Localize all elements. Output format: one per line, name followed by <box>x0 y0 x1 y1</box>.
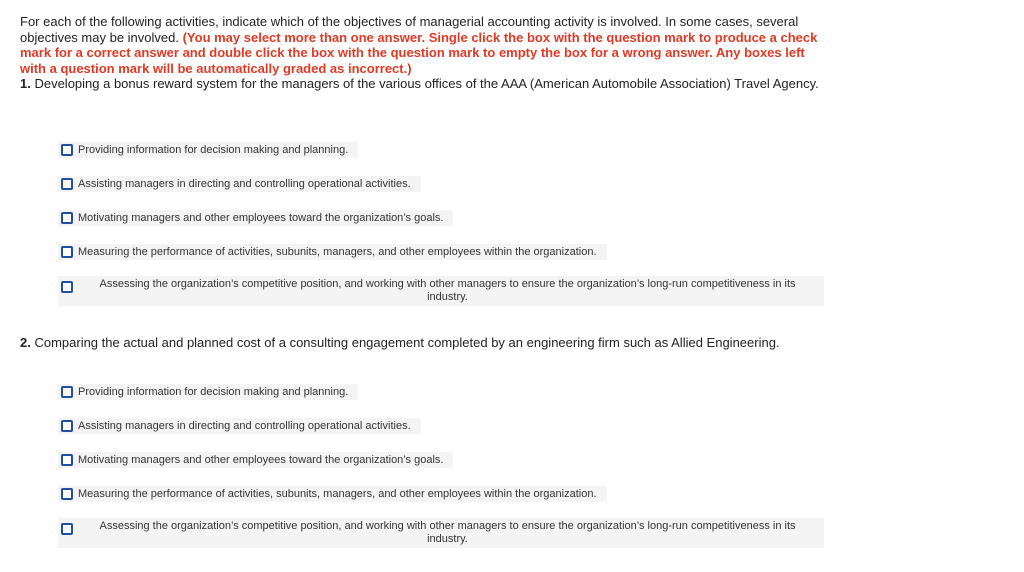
question-2 <box>20 335 840 351</box>
instructions <box>20 14 830 92</box>
question-1-text: Developing a bonus reward system for the managers of the various offices of the AAA (American Automobile Association) Travel Agency. <box>30 76 819 92</box>
question-2-text: Comparing the actual and planned cost of a consulting engagement completed by an engineering firm such as Allied Engineering. <box>30 335 780 350</box>
option-label: Assisting managers in directing and controlling operational activities. <box>78 420 411 432</box>
q2-option-measuring-performance[interactable] <box>58 486 607 502</box>
checkbox[interactable] <box>61 420 73 432</box>
option-label: Motivating managers and other employees toward the organization’s goals. <box>78 212 444 224</box>
option-label: Providing information for decision making and planning. <box>78 144 349 156</box>
instructions-text: For each of the following activities, indicate which of the objectives of managerial accounting activity is involved. In some cases, several objectives may be involved. <box>20 14 799 45</box>
option-label: Motivating managers and other employees toward the organization’s goals. <box>78 454 444 466</box>
checkbox[interactable] <box>61 144 73 156</box>
q1-option-directing-controlling[interactable] <box>58 176 421 192</box>
checkbox[interactable] <box>61 523 73 535</box>
q1-option-competitive-position[interactable] <box>58 276 824 306</box>
option-label: Assisting managers in directing and controlling operational activities. <box>78 178 411 190</box>
question-2-number: 2. <box>20 335 31 350</box>
q2-option-directing-controlling[interactable] <box>58 418 421 434</box>
q1-option-motivating[interactable] <box>58 210 453 226</box>
q2-option-competitive-position[interactable] <box>58 518 824 548</box>
checkbox[interactable] <box>61 454 73 466</box>
question-1-number: 1. <box>20 76 31 92</box>
checkbox[interactable] <box>61 178 73 190</box>
q2-option-motivating[interactable] <box>58 452 453 468</box>
checkbox[interactable] <box>61 281 73 293</box>
option-label: Assessing the organization’s competitive position, and working with other managers to ensure the organization’s long-run competitiveness in its industry. <box>99 520 796 545</box>
q1-option-decision-making[interactable] <box>58 142 358 158</box>
q1-option-measuring-performance[interactable] <box>58 244 607 260</box>
checkbox[interactable] <box>61 386 73 398</box>
option-label: Providing information for decision making and planning. <box>78 386 349 398</box>
checkbox[interactable] <box>61 246 73 258</box>
q2-option-decision-making[interactable] <box>58 384 358 400</box>
checkbox[interactable] <box>61 488 73 500</box>
option-label: Measuring the performance of activities, subunits, managers, and other employees within the organization. <box>78 488 597 500</box>
option-label: Measuring the performance of activities, subunits, managers, and other employees within the organization. <box>78 246 597 258</box>
option-label: Assessing the organization’s competitive position, and working with other managers to ensure the organization’s long-run competitiveness in its industry. <box>99 278 796 303</box>
grading-instructions: (You may select more than one answer. Single click the box with the question mark to produce a check mark for a correct answer and double click the box with the question mark to empty the box for a wrong answer. Any boxes left with a question mark will be automatically graded as incorrect.) <box>20 29 818 76</box>
checkbox[interactable] <box>61 212 73 224</box>
